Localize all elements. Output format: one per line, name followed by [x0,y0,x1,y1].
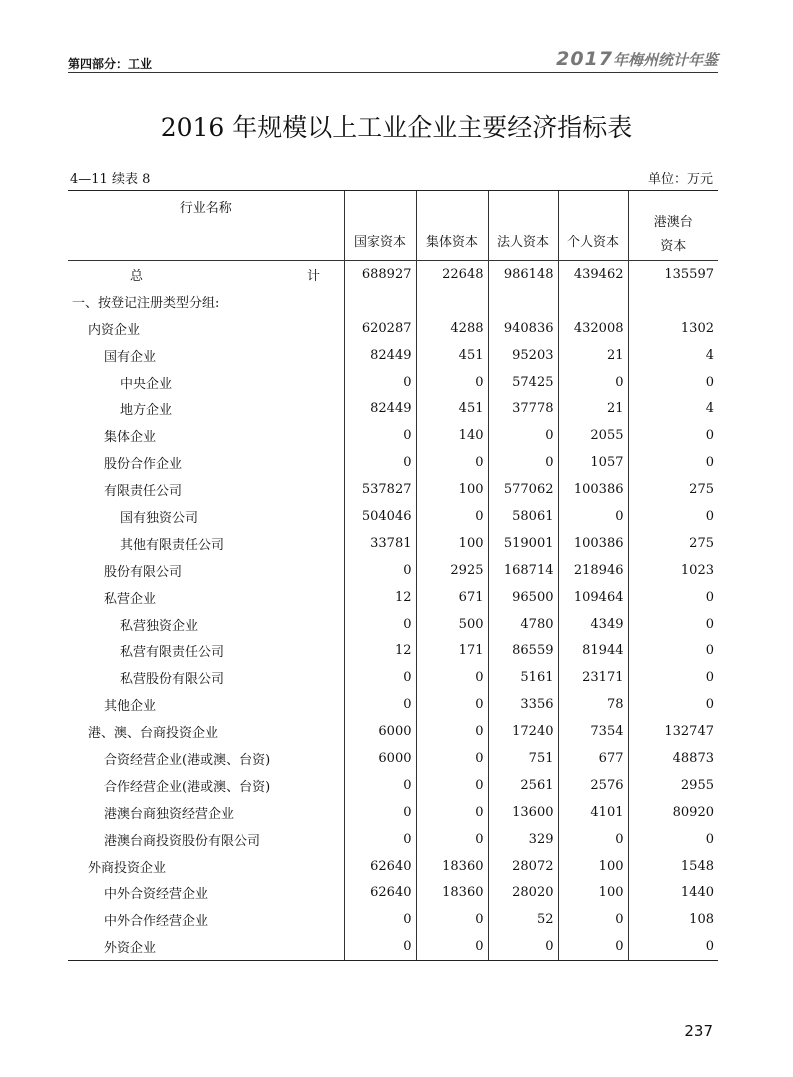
row-label: 其他有限责任公司 [120,537,225,553]
page-title: 2016 年规模以上工业企业主要经济指标表 [160,113,633,142]
row-value: 0 [628,503,718,530]
column-header-collective-capital [416,191,488,261]
row-label: 外商投资企业 [88,860,167,876]
row-value: 4780 [488,611,558,638]
row-label: 其他企业 [104,699,157,715]
row-value: 0 [344,772,416,799]
row-value: 78 [558,691,628,718]
row-value: 620287 [344,315,416,342]
table-row [68,664,718,691]
row-value: 0 [628,449,718,476]
row-value: 4 [628,395,718,422]
row-label: 股份有限公司 [104,564,183,580]
row-value: 100 [416,530,488,557]
row-value: 0 [628,369,718,396]
row-value: 100 [416,476,488,503]
table-row [68,395,718,422]
row-value: 86559 [488,637,558,664]
row-value: 82449 [344,342,416,369]
row-value: 17240 [488,718,558,745]
row-value: 1302 [628,315,718,342]
row-label: 有限责任公司 [104,484,183,500]
row-value: 168714 [488,557,558,584]
table-row [68,557,718,584]
row-value: 0 [488,449,558,476]
table-row [68,530,718,557]
row-value: 62640 [344,879,416,906]
row-value [628,288,718,315]
column-header-hmt-line1: 港澳台 [653,214,693,230]
row-value: 81944 [558,637,628,664]
row-value: 37778 [488,395,558,422]
row-value: 6000 [344,718,416,745]
row-label: 私营企业 [104,591,157,607]
row-label: 中外合资经营企业 [104,887,209,903]
row-value: 28072 [488,853,558,880]
row-value: 100 [558,853,628,880]
row-label: 总 计 [130,268,367,284]
row-value: 0 [416,933,488,960]
row-value: 18360 [416,879,488,906]
row-value: 671 [416,584,488,611]
table-row [68,691,718,718]
column-header-hmt-capital [628,191,718,261]
row-value: 100386 [558,530,628,557]
row-value: 0 [628,664,718,691]
row-value: 0 [488,422,558,449]
column-header-legal-person-capital-text: 法人资本 [496,235,549,250]
table-row [68,261,718,288]
table-row [68,315,718,342]
row-label: 港、澳、台商投资企业 [88,726,219,742]
row-label: 内资企业 [88,322,141,338]
table-row [68,933,718,960]
table-row [68,745,718,772]
row-value: 62640 [344,853,416,880]
table-header-row [68,191,718,261]
table-row [68,718,718,745]
row-label: 港澳台商独资经营企业 [104,806,235,822]
row-value: 0 [558,826,628,853]
data-table [68,190,718,961]
row-value: 171 [416,637,488,664]
table-body [68,261,718,961]
row-value: 0 [558,933,628,960]
yearbook-header [556,48,718,70]
row-label: 国有企业 [104,349,157,365]
row-value: 22648 [416,261,488,288]
row-label: 中央企业 [120,376,173,392]
yearbook-name: 年梅州统计年鉴 [612,51,718,69]
row-value: 0 [344,557,416,584]
row-value: 109464 [558,584,628,611]
row-value: 0 [344,933,416,960]
header-divider [68,72,718,73]
table-row [68,422,718,449]
row-value: 3356 [488,691,558,718]
row-value [416,288,488,315]
table-row [68,853,718,880]
column-header-legal-person-capital [488,191,558,261]
unit-label: 单位：万元 [647,172,713,187]
row-value: 0 [416,745,488,772]
row-value: 6000 [344,745,416,772]
row-value: 100386 [558,476,628,503]
row-value: 2576 [558,772,628,799]
row-label: 合作经营企业(港或澳、台资) [104,779,271,795]
column-header-individual-capital-text: 个人资本 [566,235,619,250]
row-value: 451 [416,395,488,422]
row-value: 132747 [628,718,718,745]
row-value: 21 [558,395,628,422]
table-row [68,826,718,853]
column-header-name [68,191,344,261]
row-value: 0 [628,691,718,718]
row-label: 一、按登记注册类型分组: [72,295,220,311]
row-value: 12 [344,584,416,611]
yearbook-year: 2017 [556,48,613,70]
table-row [68,772,718,799]
row-value: 0 [416,799,488,826]
row-label: 股份合作企业 [104,457,183,473]
row-value: 4349 [558,611,628,638]
row-value: 986148 [488,261,558,288]
table-row [68,449,718,476]
row-value: 135597 [628,261,718,288]
row-value [558,288,628,315]
row-value: 537827 [344,476,416,503]
row-value: 2925 [416,557,488,584]
section-header: 第四部分：工业 [68,57,153,71]
row-value: 577062 [488,476,558,503]
row-label: 国有独资公司 [120,510,199,526]
row-value: 18360 [416,853,488,880]
row-value: 688927 [344,261,416,288]
row-value: 21 [558,342,628,369]
row-value: 4 [628,342,718,369]
column-header-state-capital-text: 国家资本 [353,235,406,250]
row-value: 108 [628,906,718,933]
row-label: 集体企业 [104,430,157,446]
row-value: 2561 [488,772,558,799]
row-value: 1440 [628,879,718,906]
table-row [68,611,718,638]
table-row [68,584,718,611]
column-header-hmt-line2: 资本 [660,238,687,254]
row-value: 0 [558,369,628,396]
row-value: 12 [344,637,416,664]
row-value: 451 [416,342,488,369]
row-value: 4101 [558,799,628,826]
row-value: 0 [416,826,488,853]
table-row [68,503,718,530]
table-row [68,476,718,503]
row-value: 48873 [628,745,718,772]
row-value: 0 [628,637,718,664]
table-row [68,342,718,369]
row-label: 合资经营企业(港或澳、台资) [104,752,271,768]
row-value: 95203 [488,342,558,369]
table-row [68,288,718,315]
row-value: 0 [488,933,558,960]
row-value: 0 [628,933,718,960]
table-row [68,879,718,906]
row-label: 港澳台商投资股份有限公司 [104,833,261,849]
table-row [68,906,718,933]
row-value: 0 [416,906,488,933]
row-value: 5161 [488,664,558,691]
row-value: 96500 [488,584,558,611]
column-header-collective-capital-text: 集体资本 [425,235,478,250]
row-value: 0 [628,584,718,611]
row-value: 80920 [628,799,718,826]
row-value: 82449 [344,395,416,422]
row-value: 751 [488,745,558,772]
row-value: 140 [416,422,488,449]
page-number: 237 [684,1022,713,1040]
row-value: 58061 [488,503,558,530]
row-value: 2955 [628,772,718,799]
row-value: 4288 [416,315,488,342]
row-value: 0 [344,799,416,826]
row-value: 677 [558,745,628,772]
row-value: 1057 [558,449,628,476]
row-value: 100 [558,879,628,906]
column-header-state-capital [344,191,416,261]
row-value: 0 [416,718,488,745]
row-value: 0 [416,772,488,799]
row-value: 0 [344,691,416,718]
row-value: 500 [416,611,488,638]
row-value [344,288,416,315]
row-value: 432008 [558,315,628,342]
row-value: 439462 [558,261,628,288]
row-label: 地方企业 [120,403,173,419]
column-header-individual-capital [558,191,628,261]
row-value: 23171 [558,664,628,691]
table-row [68,369,718,396]
row-value: 0 [416,503,488,530]
row-label: 外资企业 [68,933,344,960]
row-value: 0 [628,826,718,853]
row-value: 504046 [344,503,416,530]
row-label: 私营股份有限公司 [120,672,225,688]
row-value: 0 [628,611,718,638]
row-value: 2055 [558,422,628,449]
row-value: 275 [628,476,718,503]
table-row [68,637,718,664]
row-label: 私营有限责任公司 [120,645,225,661]
row-value: 0 [558,503,628,530]
column-header-name-text: 行业名称 [179,201,232,216]
row-value: 0 [416,449,488,476]
row-value: 519001 [488,530,558,557]
row-value: 33781 [344,530,416,557]
row-value: 0 [558,906,628,933]
row-value: 1548 [628,853,718,880]
row-value: 13600 [488,799,558,826]
row-value: 28020 [488,879,558,906]
row-value: 7354 [558,718,628,745]
row-value: 329 [488,826,558,853]
row-value: 0 [416,664,488,691]
row-value [488,288,558,315]
row-value: 1023 [628,557,718,584]
table-row [68,799,718,826]
row-value: 218946 [558,557,628,584]
row-value: 0 [416,691,488,718]
row-value: 0 [344,449,416,476]
row-value: 0 [344,664,416,691]
row-value: 52 [488,906,558,933]
row-value: 940836 [488,315,558,342]
row-value: 0 [344,422,416,449]
row-value: 0 [344,906,416,933]
row-value: 0 [628,422,718,449]
row-value: 275 [628,530,718,557]
row-value: 0 [344,611,416,638]
row-value: 0 [344,369,416,396]
row-value: 57425 [488,369,558,396]
row-label: 中外合作经营企业 [104,914,209,930]
row-value: 0 [344,826,416,853]
row-label: 私营独资企业 [120,618,199,634]
row-value: 0 [416,369,488,396]
table-code: 4—11 续表 8 [70,172,151,187]
